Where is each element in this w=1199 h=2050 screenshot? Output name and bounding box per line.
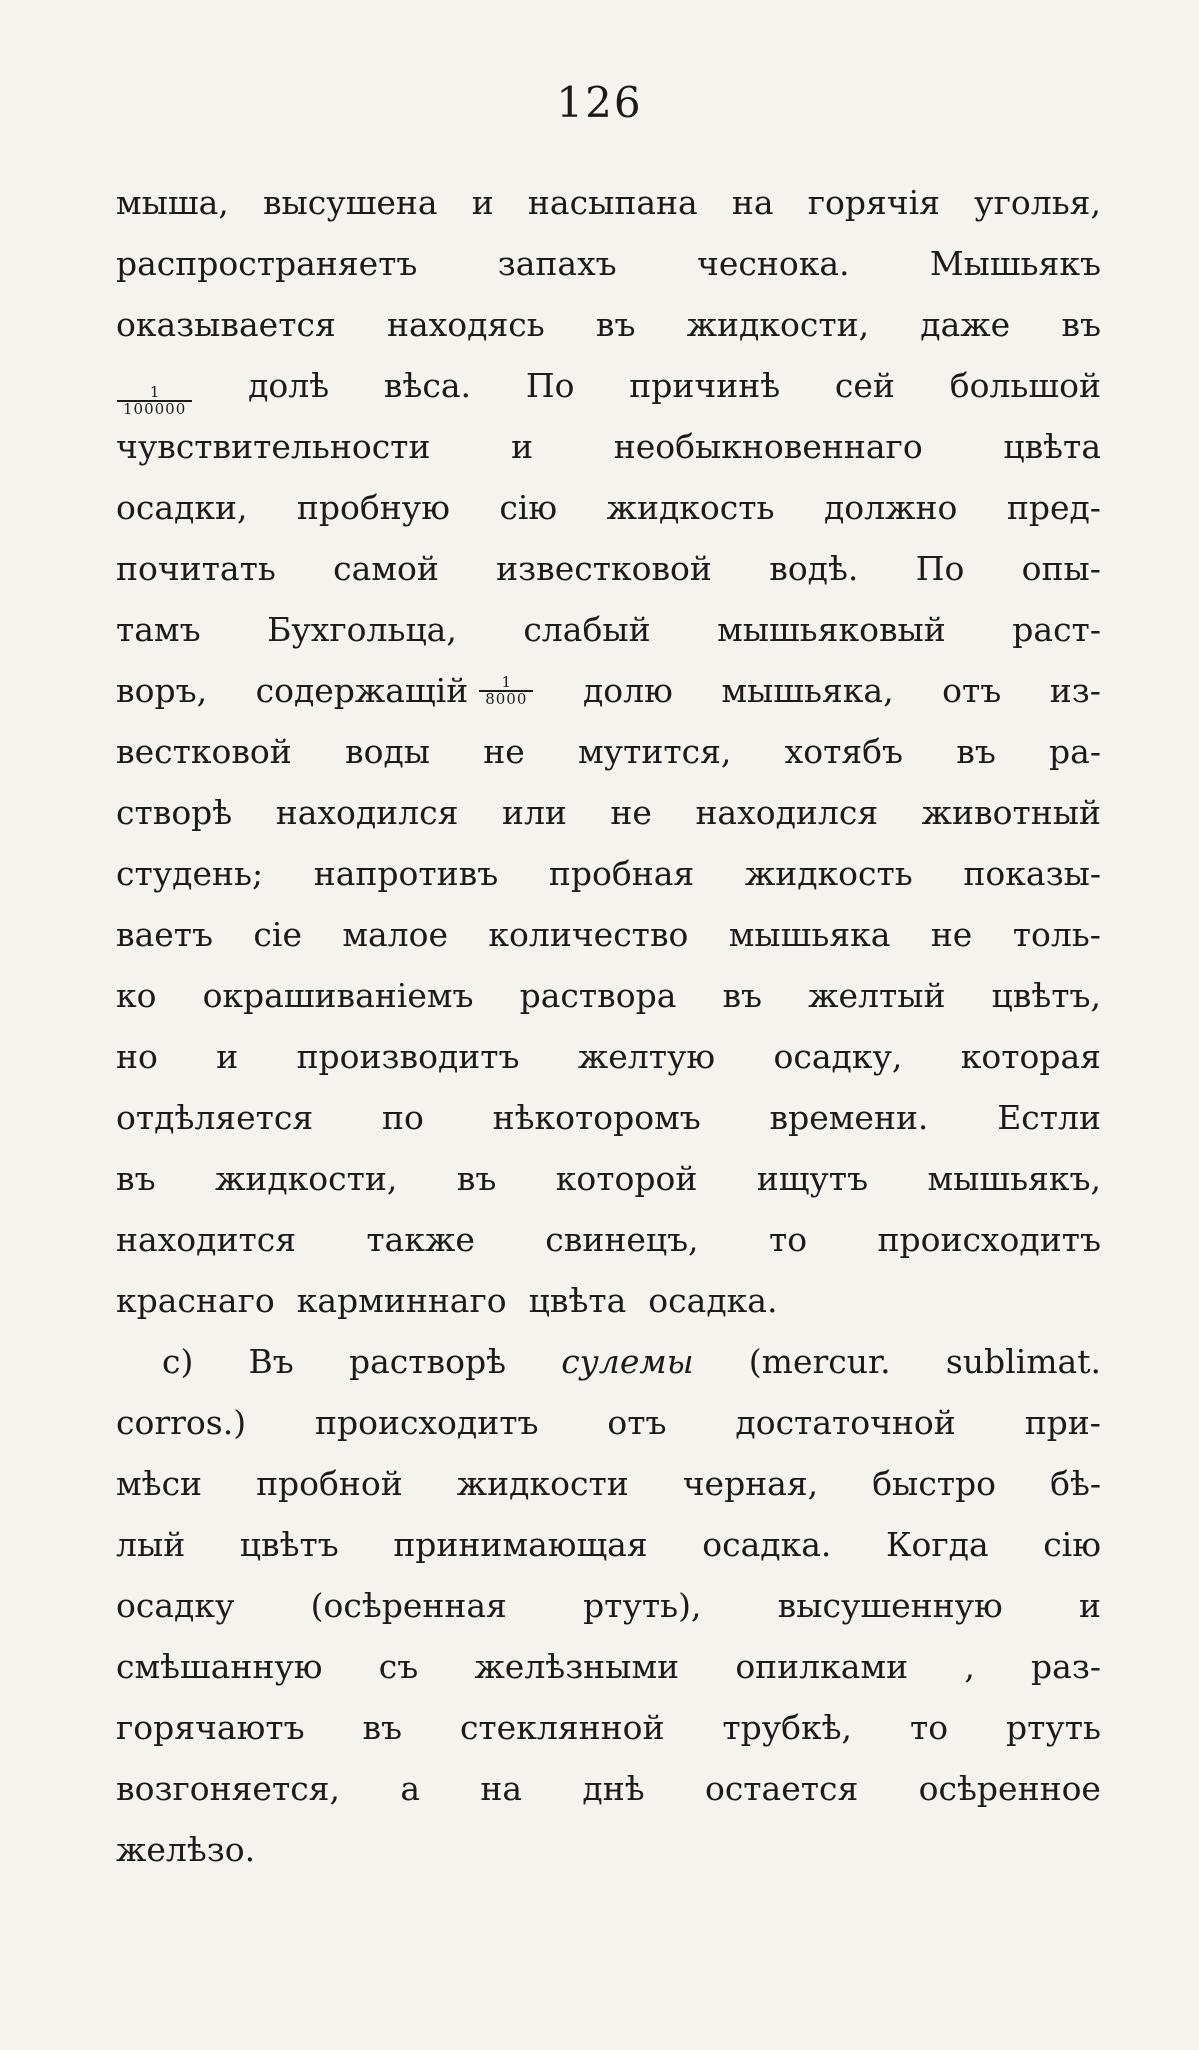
word: лый xyxy=(116,1525,186,1564)
word: достаточной xyxy=(735,1403,956,1442)
word: въ xyxy=(1061,305,1101,344)
word: вестковой xyxy=(116,732,292,771)
word: окрашиваніемъ xyxy=(202,976,474,1015)
word: створѣ xyxy=(116,793,233,832)
word: отъ xyxy=(607,1403,667,1442)
word: мышьяка, xyxy=(721,671,894,710)
text-line xyxy=(116,599,1101,660)
word: мышьяковый xyxy=(717,610,946,649)
word: Естли xyxy=(997,1098,1101,1137)
word: быстро xyxy=(872,1464,997,1503)
word: или xyxy=(501,793,567,832)
word: и xyxy=(511,427,534,466)
word: днѣ xyxy=(582,1769,645,1808)
word: опы- xyxy=(1021,549,1101,588)
word: По xyxy=(915,549,965,588)
word: почитать xyxy=(116,549,276,588)
word: (mercur. xyxy=(748,1342,891,1381)
word: горячаютъ xyxy=(116,1708,305,1747)
word: желтый xyxy=(808,976,946,1015)
text-line xyxy=(116,477,1101,538)
word: принимающая xyxy=(393,1525,648,1564)
word: трубкѣ, xyxy=(722,1708,853,1747)
word: должно xyxy=(823,488,958,527)
text-line xyxy=(116,1575,1101,1636)
text-line xyxy=(116,1819,1101,1880)
word: Когда xyxy=(885,1525,989,1564)
word: сію xyxy=(499,488,558,527)
word: водѣ. xyxy=(769,549,859,588)
word: мутится, xyxy=(578,732,732,771)
word: на xyxy=(731,183,774,222)
word: то xyxy=(768,1220,808,1259)
word: при- xyxy=(1024,1403,1101,1442)
word: большой xyxy=(949,366,1101,405)
word-group xyxy=(256,660,535,721)
word: запахъ xyxy=(497,244,617,283)
word: даже xyxy=(920,305,1011,344)
fraction-numerator: 1 xyxy=(479,675,533,692)
word: тамъ xyxy=(116,610,201,649)
word: По xyxy=(525,366,575,405)
word: не xyxy=(930,915,973,954)
word: происходитъ xyxy=(877,1220,1101,1259)
word: высушена xyxy=(262,183,438,222)
text-line xyxy=(116,1697,1101,1758)
word: въ xyxy=(722,976,763,1015)
word: жидкость xyxy=(744,854,913,893)
word: происходитъ xyxy=(314,1403,539,1442)
text-line xyxy=(116,1636,1101,1697)
text-line xyxy=(116,1392,1101,1453)
word: напротивъ xyxy=(313,854,499,893)
word: желѣзо. xyxy=(116,1830,256,1869)
word: c) xyxy=(162,1342,194,1381)
word: долю xyxy=(582,671,673,710)
word: въ xyxy=(456,1159,497,1198)
word: сіе xyxy=(253,915,302,954)
word: мѣси xyxy=(116,1464,203,1503)
word: хотябъ xyxy=(784,732,904,771)
word: осадка. xyxy=(702,1525,832,1564)
word: карминнаго xyxy=(296,1281,507,1320)
word: ртуть xyxy=(1005,1708,1101,1747)
word: жидкости, xyxy=(686,305,870,344)
word: жидкость xyxy=(606,488,775,527)
word: и xyxy=(216,1037,239,1076)
fraction-denominator: 8000 xyxy=(485,689,528,708)
word: черная, xyxy=(682,1464,819,1503)
word: производитъ xyxy=(296,1037,520,1076)
text-line xyxy=(116,1331,1101,1392)
word: жидкости, xyxy=(214,1159,398,1198)
text-line xyxy=(116,1148,1101,1209)
word: времени. xyxy=(769,1098,929,1137)
word: уголья, xyxy=(974,183,1101,222)
word: , xyxy=(964,1647,975,1686)
word: свинецъ, xyxy=(545,1220,699,1259)
word: студень; xyxy=(116,854,264,893)
word: вѣса. xyxy=(383,366,472,405)
word: насыпана xyxy=(527,183,698,222)
word: желѣзными xyxy=(474,1647,680,1686)
word: чеснока. xyxy=(697,244,850,283)
word: пробную xyxy=(296,488,450,527)
word-italic: сулемы xyxy=(561,1342,694,1381)
word: сей xyxy=(834,366,895,405)
word: чувствительности xyxy=(116,427,431,466)
text-line xyxy=(116,1270,1101,1331)
word: количество xyxy=(488,915,689,954)
text-line xyxy=(116,965,1101,1026)
word: Бухгольца, xyxy=(267,610,457,649)
text-line xyxy=(116,172,1101,233)
word: также xyxy=(366,1220,475,1259)
word: пред- xyxy=(1006,488,1101,527)
word: Мышьякъ xyxy=(929,244,1101,283)
text-line xyxy=(116,294,1101,355)
word: самой xyxy=(333,549,439,588)
text-line xyxy=(116,1514,1101,1575)
word: осадки, xyxy=(116,488,248,527)
word: ртуть), xyxy=(583,1586,702,1625)
word: и xyxy=(1078,1586,1101,1625)
word: мышьякъ, xyxy=(927,1159,1101,1198)
word: осадка. xyxy=(648,1281,778,1320)
word: Въ xyxy=(248,1342,294,1381)
word: горячія xyxy=(807,183,940,222)
word: съ xyxy=(378,1647,419,1686)
text-line xyxy=(116,1087,1101,1148)
page-number: 126 xyxy=(556,78,643,127)
word: corros.) xyxy=(116,1403,247,1442)
word: но xyxy=(116,1037,158,1076)
word: находился xyxy=(695,793,879,832)
text-line xyxy=(116,1209,1101,1270)
text-line xyxy=(116,721,1101,782)
word: животный xyxy=(921,793,1101,832)
word: нѣкоторомъ xyxy=(492,1098,701,1137)
word: желтую xyxy=(577,1037,716,1076)
word: смѣшанную xyxy=(116,1647,323,1686)
word: по xyxy=(381,1098,424,1137)
word: воды xyxy=(345,732,431,771)
word: возгоняется, xyxy=(116,1769,340,1808)
text-line xyxy=(116,416,1101,477)
text-line xyxy=(116,843,1101,904)
word: малое xyxy=(342,915,449,954)
text-line xyxy=(116,660,1101,721)
text-line xyxy=(116,355,1101,416)
word: которой xyxy=(555,1159,698,1198)
word: раст- xyxy=(1012,610,1101,649)
word: жидкости xyxy=(456,1464,629,1503)
word: на xyxy=(480,1769,523,1808)
word: въ xyxy=(595,305,636,344)
text-line xyxy=(116,233,1101,294)
fraction xyxy=(120,385,189,417)
word: остается xyxy=(704,1769,859,1808)
word: воръ, xyxy=(116,671,208,710)
word: ра- xyxy=(1049,732,1101,771)
word: краснаго xyxy=(116,1281,275,1320)
body-text xyxy=(116,172,1101,1880)
word: (осѣренная xyxy=(310,1586,507,1625)
text-line xyxy=(116,782,1101,843)
word: стеклянной xyxy=(459,1708,665,1747)
text-line xyxy=(116,904,1101,965)
word: опилками xyxy=(735,1647,909,1686)
word: пробная xyxy=(548,854,695,893)
word: и xyxy=(471,183,494,222)
word: осѣренное xyxy=(918,1769,1101,1808)
word: осадку xyxy=(116,1586,235,1625)
word: цвѣтъ xyxy=(239,1525,339,1564)
word: не xyxy=(610,793,652,832)
word: ваетъ xyxy=(116,915,214,954)
word: необыкновеннаго xyxy=(613,427,923,466)
word: а xyxy=(400,1769,421,1808)
word: раз- xyxy=(1031,1647,1101,1686)
text-line xyxy=(116,1453,1101,1514)
word: долѣ xyxy=(248,366,330,405)
word: не xyxy=(483,732,525,771)
word: мыша, xyxy=(116,183,229,222)
fraction xyxy=(482,672,530,708)
word: въ xyxy=(362,1708,403,1747)
word: въ xyxy=(956,732,996,771)
word: мышьяка xyxy=(728,915,891,954)
word: sublimat. xyxy=(945,1342,1101,1381)
word: слабый xyxy=(523,610,651,649)
fraction-numerator: 1 xyxy=(117,385,192,402)
word: цвѣтъ, xyxy=(991,976,1101,1015)
word: ко xyxy=(116,976,157,1015)
word: которая xyxy=(960,1037,1101,1076)
word: толь- xyxy=(1012,915,1101,954)
word: находился xyxy=(275,793,459,832)
word: цвѣта xyxy=(1003,427,1101,466)
text-line xyxy=(116,538,1101,599)
word: въ xyxy=(116,1159,156,1198)
word: сію xyxy=(1043,1525,1101,1564)
word: отъ xyxy=(942,671,1002,710)
word: содержащій xyxy=(255,671,469,710)
word: отдѣляется xyxy=(116,1098,314,1137)
word: находясь xyxy=(386,305,545,344)
fraction-denominator: 100000 xyxy=(123,400,187,418)
word: причинѣ xyxy=(629,366,781,405)
word: осадку, xyxy=(773,1037,903,1076)
word: оказывается xyxy=(116,305,336,344)
word: из- xyxy=(1049,671,1101,710)
word: цвѣта xyxy=(528,1281,627,1320)
word: раствора xyxy=(519,976,677,1015)
word: известковой xyxy=(496,549,712,588)
word: находится xyxy=(116,1220,297,1259)
word: показы- xyxy=(963,854,1101,893)
text-line xyxy=(116,1026,1101,1087)
word: растворѣ xyxy=(348,1342,506,1381)
word: ищутъ xyxy=(756,1159,869,1198)
word: распространяетъ xyxy=(116,244,418,283)
word: высушенную xyxy=(777,1586,1003,1625)
word: то xyxy=(909,1708,949,1747)
word: бѣ- xyxy=(1050,1464,1101,1503)
text-line xyxy=(116,1758,1101,1819)
word: пробной xyxy=(256,1464,403,1503)
